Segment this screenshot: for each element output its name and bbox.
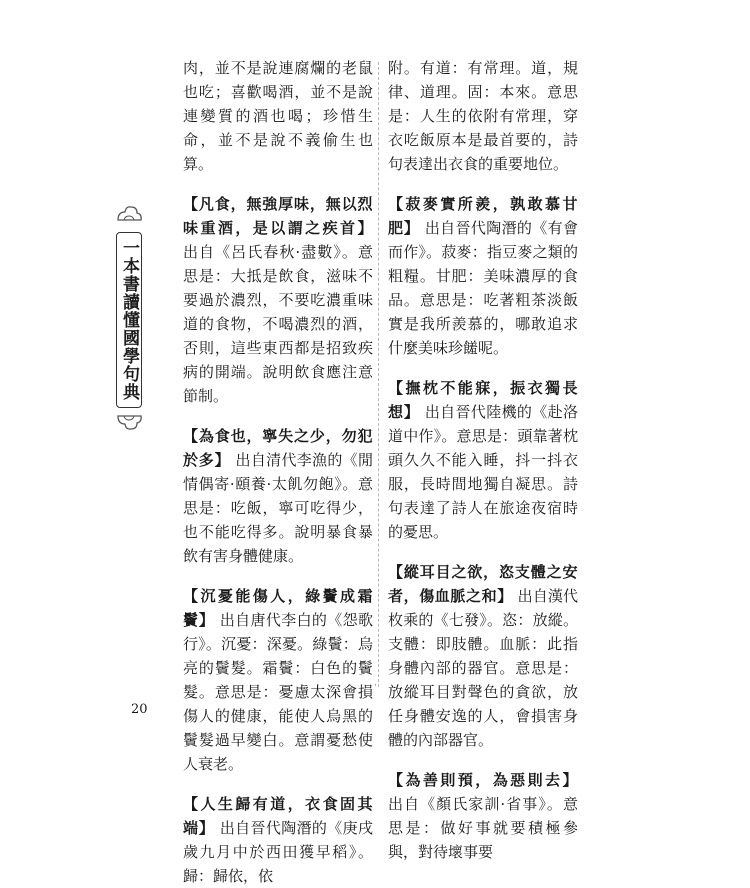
quote-heading: 【為食也，寧失之少，勿犯於多】 (183, 427, 373, 469)
quote-heading: 【凡食，無強厚味，無以烈味重酒，是以謂之疾首】 (183, 195, 373, 237)
quote-entry (388, 376, 578, 544)
quote-heading: 【為善則預，為惡則去】 (388, 771, 578, 789)
quote-heading: 【菽麥實所羨，孰敢慕甘肥】 (388, 195, 578, 237)
quote-explanation: 出自晉代陶潛的《庚戌歲九月中於西田獲早稻》。歸：歸依，依 (183, 819, 373, 885)
side-title-box (116, 232, 142, 408)
quote-explanation: 出自《呂氏春秋·盡數》。意思是：大抵是飲食，滋味不要過於濃烈，不要吃濃重味道的食物，不喝濃烈的酒，否則，這些東西都是招致疾病的開端。說明飲食應注意節制。 (183, 243, 373, 405)
quote-entry (183, 792, 373, 888)
page-number: 20 (131, 702, 148, 717)
quote-entry (388, 192, 578, 360)
right-intro-paragraph: 附。有道：有常理。道，規律、道理。固：本來。意思是：人生的依附有常理，穿衣吃飯原本是最首要的，詩句表達出衣食的重要地位。 (388, 59, 578, 173)
side-title-text: 一本書讀懂國學句典 (119, 239, 139, 401)
quote-explanation: 出自晉代陸機的《赴洛道中作》。意思是：頭靠著枕頭久久不能入睡，抖一抖衣服，長時間地獨自凝思。詩句表達了詩人在旅途夜宿時的憂思。 (388, 403, 578, 541)
quote-heading: 【沉憂能傷人，綠鬢成霜鬢】 (183, 587, 373, 629)
right-column (388, 56, 578, 864)
cloud-ornament-top-icon (114, 198, 144, 228)
left-intro-paragraph: 肉，並不是說連腐爛的老鼠也吃；喜歡喝酒，並不是說連變質的酒也喝；珍惜生命，並不是說不義偷生也算。 (183, 59, 373, 173)
quote-entry (183, 584, 373, 776)
quote-explanation: 出自唐代李白的《怨歌行》。沉憂：深憂。綠鬢：烏亮的鬢髮。霜鬢：白色的鬢髮。意思是：憂慮太深會損傷人的健康，能使人烏黑的鬢髮過早變白。意謂憂愁使人衰老。 (183, 611, 373, 773)
quote-heading: 【撫枕不能寐，振衣獨長想】 (388, 379, 578, 421)
left-column (183, 56, 373, 888)
quote-entry (183, 192, 373, 408)
center-mark: · (374, 681, 377, 691)
quote-explanation: 出自晉代陶潛的《有會而作》。菽麥：指豆麥之類的粗糧。甘肥：美味濃厚的食品。意思是：吃著粗茶淡飯實是我所羨慕的，哪敢追求什麼美味珍饈呢。 (388, 219, 578, 357)
column-divider (378, 62, 379, 687)
quote-entry (388, 768, 578, 864)
quote-heading: 【人生歸有道，衣食固其端】 (183, 795, 373, 837)
cloud-ornament-bottom-icon (114, 408, 144, 438)
quote-heading: 【縱耳目之欲，恣支體之安者，傷血脈之和】 (388, 563, 578, 605)
quote-entry (183, 424, 373, 568)
side-title-tab (112, 198, 146, 442)
quote-explanation: 出自漢代枚乘的《七發》。恣：放縱。支體：即肢體。血脈：此指身體內部的器官。意思是：放縱耳目對聲色的貪欲，放任身體安逸的人，會損害身體的內部器官。 (388, 587, 578, 749)
quote-explanation: 出自清代李漁的《閒情偶寄·頤養·太飢勿飽》。意思是：吃飯，寧可吃得少，也不能吃得多。說明暴食暴飲有害身體健康。 (183, 451, 373, 565)
quote-entry (388, 560, 578, 752)
quote-explanation: 出自《顏氏家訓·省事》。意思是：做好事就要積極參與，對待壞事要 (388, 795, 578, 861)
